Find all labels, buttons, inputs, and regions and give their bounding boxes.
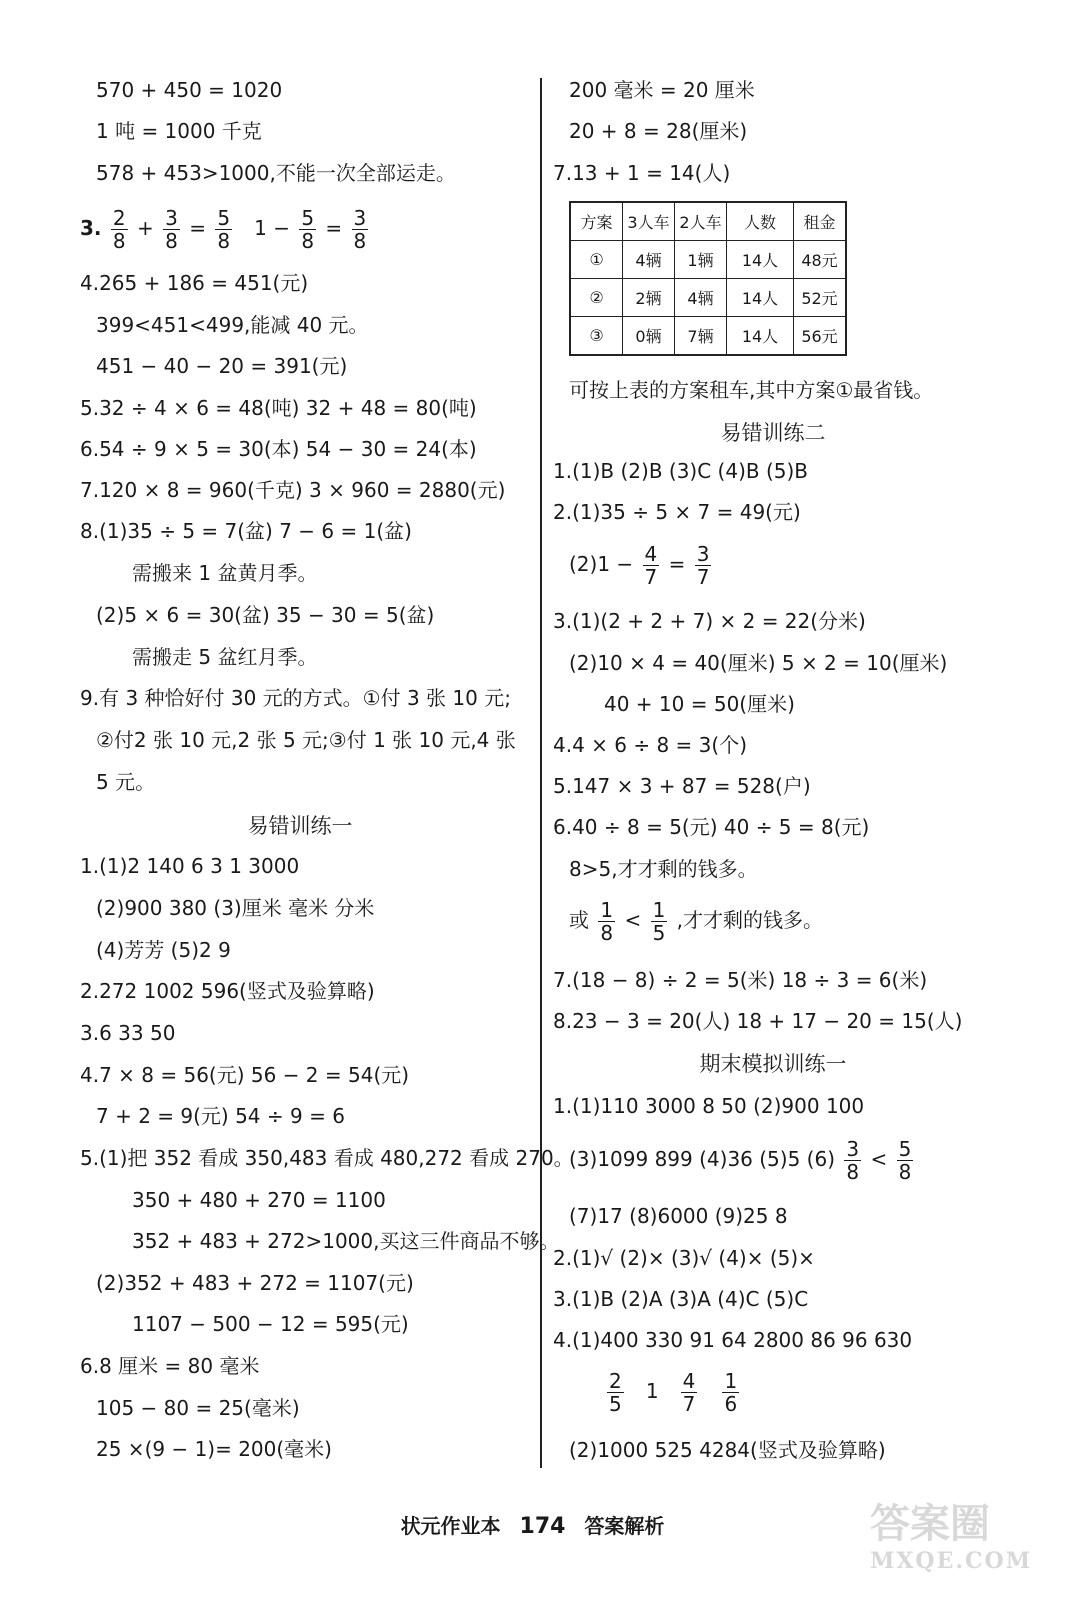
answer-line: 20 + 8 = 28(厘米) [569, 119, 748, 143]
answer-line: 8.23 − 3 = 20(人) 18 + 17 − 20 = 15(人) [553, 1009, 963, 1033]
table-cell: 2辆 [623, 279, 675, 317]
answer-line: 3.(1)(2 + 2 + 7) × 2 = 22(分米) [553, 609, 866, 633]
table-cell: 4辆 [675, 279, 727, 317]
answer-line: (4)芳芳 (5)2 9 [96, 938, 231, 962]
answer-line-fractions: $\frac{2}{5}$ 1 $\frac{4}{7}$ $\frac{1}{6}$ [609, 1369, 738, 1416]
fraction: $\frac{3}{8}$ [165, 206, 178, 253]
answer-line: (2)352 + 483 + 272 = 1107(元) [96, 1271, 414, 1295]
answer-line: 40 + 10 = 50(厘米) [604, 692, 795, 716]
answer-line-fractions: 或 $\frac{1}{8}$ < $\frac{1}{5}$ ,才才剩的钱多。 [569, 898, 824, 945]
watermark-logo [870, 1492, 1050, 1582]
answer-line: 2.(1)√ (2)× (3)√ (4)× (5)× [553, 1246, 815, 1270]
answer-line-fractions: (2)1 − $\frac{4}{7}$ = $\frac{3}{7}$ [569, 542, 710, 589]
answer-line-fractions: (3)1099 899 (4)36 (5)5 (6) $\frac{3}{8}$ < $\frac{5}{8}$ [569, 1137, 912, 1184]
answer-line: 451 − 40 − 20 = 391(元) [96, 354, 348, 378]
answer-line: 5.(1)把 352 看成 350,483 看成 480,272 看成 270。 [80, 1146, 574, 1170]
table-cell: ① [570, 241, 623, 279]
answer-line: 9.有 3 种恰好付 30 元的方式。①付 3 张 10 元; [80, 686, 511, 710]
answer-line: 5.32 ÷ 4 × 6 = 48(吨) 32 + 48 = 80(吨) [80, 396, 477, 420]
table-cell: 1辆 [675, 241, 727, 279]
table-header-cell: 租金 [794, 202, 847, 241]
table-cell: 14人 [727, 317, 794, 356]
answer-line: 1.(1)2 140 6 3 1 3000 [80, 854, 300, 878]
answer-line: 350 + 480 + 270 = 1100 [132, 1188, 386, 1212]
table-header-cell: 2人车 [675, 202, 727, 241]
section-heading: 期末模拟训练一 [699, 1052, 847, 1076]
column-divider [540, 78, 542, 1468]
answer-line: 7.(18 − 8) ÷ 2 = 5(米) 18 ÷ 3 = 6(米) [553, 968, 928, 992]
table-cell: 52元 [794, 279, 847, 317]
table-cell: 14人 [727, 279, 794, 317]
answer-line: 8>5,才才剩的钱多。 [569, 857, 758, 881]
table-header-cell: 3人车 [623, 202, 675, 241]
answer-line: 4.7 × 8 = 56(元) 56 − 2 = 54(元) [80, 1063, 410, 1087]
answer-line: 7.13 + 1 = 14(人) [553, 161, 731, 185]
table-cell: ③ [570, 317, 623, 356]
fraction: $\frac{2}{5}$ [609, 1369, 622, 1416]
table-cell: 0辆 [623, 317, 675, 356]
answer-line: 4.4 × 6 ÷ 8 = 3(个) [553, 733, 748, 757]
answer-line: (2)900 380 (3)厘米 毫米 分米 [96, 896, 375, 920]
section-heading: 易错训练一 [247, 814, 353, 838]
answer-line: (7)17 (8)6000 (9)25 8 [569, 1204, 788, 1228]
table-cell: 7辆 [675, 317, 727, 356]
answer-line: 7 + 2 = 9(元) 54 ÷ 9 = 6 [96, 1104, 345, 1128]
section-heading: 易错训练二 [720, 421, 826, 445]
footer-book-title: 状元作业本 [400, 1514, 501, 1538]
watermark-url: MXQE.COM [870, 1548, 1033, 1574]
table-row [570, 241, 846, 279]
fraction: $\frac{3}{8}$ [846, 1137, 860, 1184]
rental-plan-table [569, 201, 847, 356]
fraction: $\frac{3}{8}$ [353, 206, 367, 253]
answer-line: 399<451<499,能减 40 元。 [96, 313, 369, 337]
answer-line: (2)5 × 6 = 30(盆) 35 − 30 = 5(盆) [96, 603, 435, 627]
table-cell: 48元 [794, 241, 847, 279]
answer-line: 5.147 × 3 + 87 = 528(户) [553, 774, 811, 798]
table-header-row [570, 202, 846, 241]
answer-line: 8.(1)35 ÷ 5 = 7(盆) 7 − 6 = 1(盆) [80, 519, 412, 543]
answer-line: ②付2 张 10 元,2 张 5 元;③付 1 张 10 元,4 张 [96, 728, 516, 752]
answer-line: 6.40 ÷ 8 = 5(元) 40 ÷ 5 = 8(元) [553, 815, 870, 839]
answer-line: 1107 − 500 − 12 = 595(元) [132, 1312, 409, 1336]
fraction: $\frac{1}{6}$ [724, 1369, 738, 1416]
answer-line: 需搬来 1 盆黄月季。 [132, 561, 318, 585]
answer-line: (2)1000 525 4284(竖式及验算略) [569, 1438, 886, 1462]
fraction: $\frac{2}{8}$ [112, 206, 126, 253]
answer-line: 2.272 1002 596(竖式及验算略) [80, 979, 375, 1003]
table-header-cell: 人数 [727, 202, 794, 241]
answer-line: 3.6 33 50 [80, 1021, 176, 1045]
fraction: $\frac{5}{8}$ [898, 1137, 912, 1184]
fraction: $\frac{3}{7}$ [696, 542, 710, 589]
table-row [570, 317, 846, 356]
answer-line: 2.(1)35 ÷ 5 × 7 = 49(元) [553, 500, 801, 524]
table-cell: 14人 [727, 241, 794, 279]
answer-line: 25 ×(9 − 1)= 200(毫米) [96, 1437, 332, 1461]
answer-line-fractions: 3. $\frac{2}{8}$ + $\frac{3}{8}$ = $\frac{5}{8}$ 1 − $\frac{5}{8}$ = $\frac{3}{8}$ [80, 206, 367, 253]
answer-line: 570 + 450 = 1020 [96, 78, 283, 102]
fraction: $\frac{4}{7}$ [644, 542, 658, 589]
fraction: $\frac{1}{8}$ [600, 898, 614, 945]
answer-line: 可按上表的方案租车,其中方案①最省钱。 [569, 378, 934, 402]
watermark-logo-text: 答案圈 [870, 1500, 990, 1547]
answer-line: 1.(1)B (2)B (3)C (4)B (5)B [553, 459, 809, 483]
answer-line: 1 吨 = 1000 千克 [96, 119, 262, 143]
answer-line: 5 元。 [96, 770, 156, 794]
table-cell: 56元 [794, 317, 847, 356]
answer-line: 578 + 453>1000,不能一次全部运走。 [96, 161, 456, 185]
fraction: $\frac{1}{5}$ [652, 898, 666, 945]
table-cell: ② [570, 279, 623, 317]
answer-line: 200 毫米 = 20 厘米 [569, 78, 755, 102]
footer-section-title: 答案解析 [584, 1514, 665, 1538]
fraction: $\frac{5}{8}$ [217, 206, 231, 253]
answer-line: 105 − 80 = 25(毫米) [96, 1396, 300, 1420]
table-row [570, 279, 846, 317]
answer-line: 4.(1)400 330 91 64 2800 86 96 630 [553, 1328, 913, 1352]
answer-line: 4.265 + 186 = 451(元) [80, 271, 309, 295]
answer-line: 7.120 × 8 = 960(千克) 3 × 960 = 2880(元) [80, 478, 506, 502]
table-cell: 4辆 [623, 241, 675, 279]
table-header-cell: 方案 [570, 202, 623, 241]
answer-line: (2)10 × 4 = 40(厘米) 5 × 2 = 10(厘米) [569, 651, 948, 675]
answer-line: 3.(1)B (2)A (3)A (4)C (5)C [553, 1287, 809, 1311]
question-number: 3. [80, 216, 102, 240]
answer-line: 1.(1)110 3000 8 50 (2)900 100 [553, 1094, 865, 1118]
answer-line: 6.54 ÷ 9 × 5 = 30(本) 54 − 30 = 24(本) [80, 437, 477, 461]
answer-line: 6.8 厘米 = 80 毫米 [80, 1354, 260, 1378]
answer-line: 352 + 483 + 272>1000,买这三件商品不够。 [132, 1229, 560, 1253]
answer-line: 需搬走 5 盆红月季。 [132, 645, 318, 669]
fraction: $\frac{4}{7}$ [682, 1369, 696, 1416]
page-number: 174 [519, 1514, 566, 1539]
fraction: $\frac{5}{8}$ [301, 206, 315, 253]
